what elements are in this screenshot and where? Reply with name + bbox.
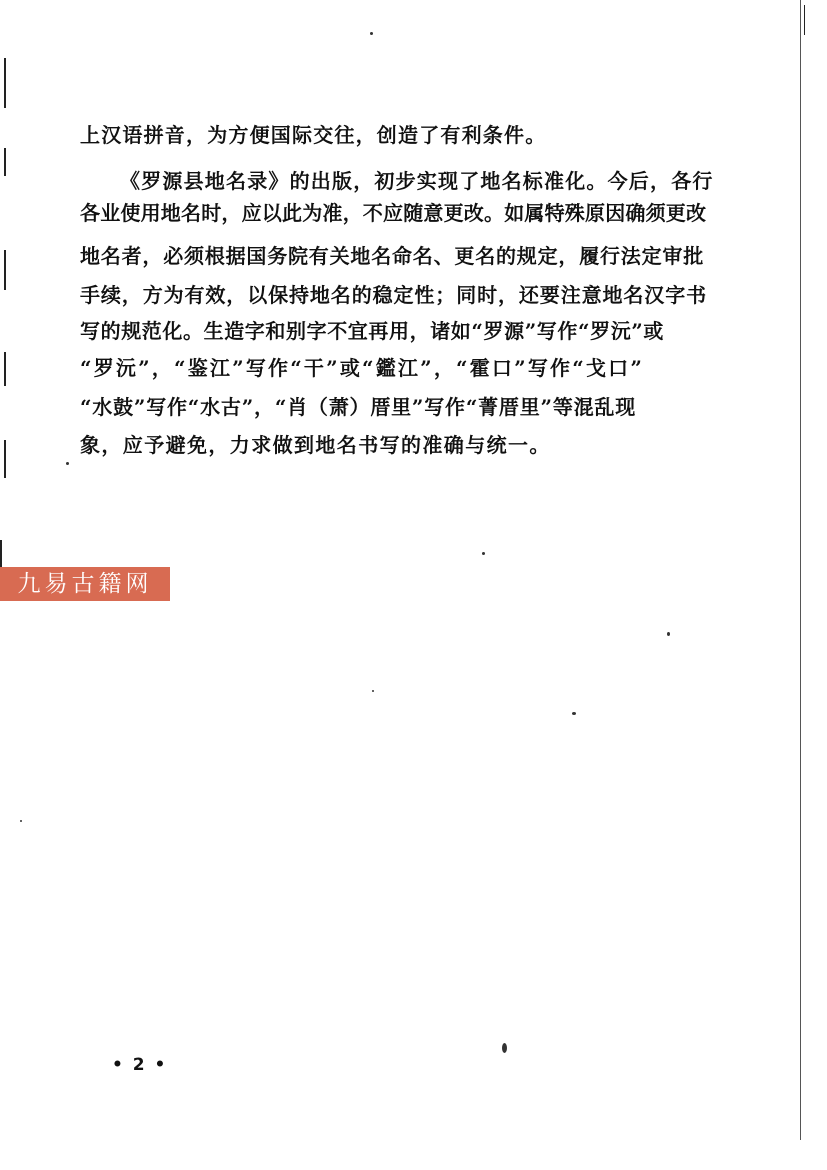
paragraph-line-9: 象，应予避免，力求做到地名书写的准确与统一。 bbox=[80, 433, 551, 457]
scan-edge-left-mark bbox=[4, 440, 6, 478]
scan-edge-right-mark bbox=[800, 0, 801, 1140]
paragraph-line-6: 写的规范化。生造字和别字不宜再用，诸如“罗源”写作“罗沅”或 bbox=[80, 319, 665, 343]
watermark-badge: 九易古籍网 bbox=[0, 567, 170, 601]
scan-edge-left-mark bbox=[4, 58, 6, 108]
paragraph-line-5: 手续，方为有效，以保持地名的稳定性；同时，还要注意地名汉字书 bbox=[80, 283, 707, 307]
scan-edge-left-mark bbox=[4, 148, 6, 176]
paragraph-line-8: “水鼓”写作“水古”，“肖（萧）厝里”写作“菁厝里”等混乱现 bbox=[80, 395, 637, 419]
scan-speck bbox=[20, 820, 22, 822]
scan-speck bbox=[502, 1043, 507, 1053]
scan-edge-left-mark bbox=[4, 352, 6, 386]
paragraph-line-2: 《罗源县地名录》的出版，初步实现了地名标准化。今后，各行 bbox=[120, 169, 714, 193]
scan-speck bbox=[372, 690, 374, 692]
page-number: • 2 • bbox=[112, 1055, 168, 1075]
paragraph-line-4: 地名者，必须根据国务院有关地名命名、更名的规定，履行法定审批 bbox=[80, 244, 704, 268]
paragraph-line-7: “罗沅”，“鉴江”写作“干”或“鑑江”，“霍口”写作“戈口” bbox=[80, 356, 645, 380]
scan-edge-left-mark bbox=[4, 250, 6, 290]
scan-speck bbox=[482, 552, 485, 555]
paragraph-line-3: 各业使用地名时，应以此为准，不应随意更改。如属特殊原因确须更改 bbox=[80, 201, 707, 225]
scan-speck bbox=[572, 712, 576, 715]
scan-speck bbox=[66, 462, 69, 465]
scan-speck bbox=[370, 32, 373, 35]
paragraph-line-1: 上汉语拼音，为方便国际交往，创造了有利条件。 bbox=[80, 123, 547, 147]
scan-speck bbox=[667, 632, 670, 636]
scan-edge-right-mark bbox=[804, 5, 805, 35]
